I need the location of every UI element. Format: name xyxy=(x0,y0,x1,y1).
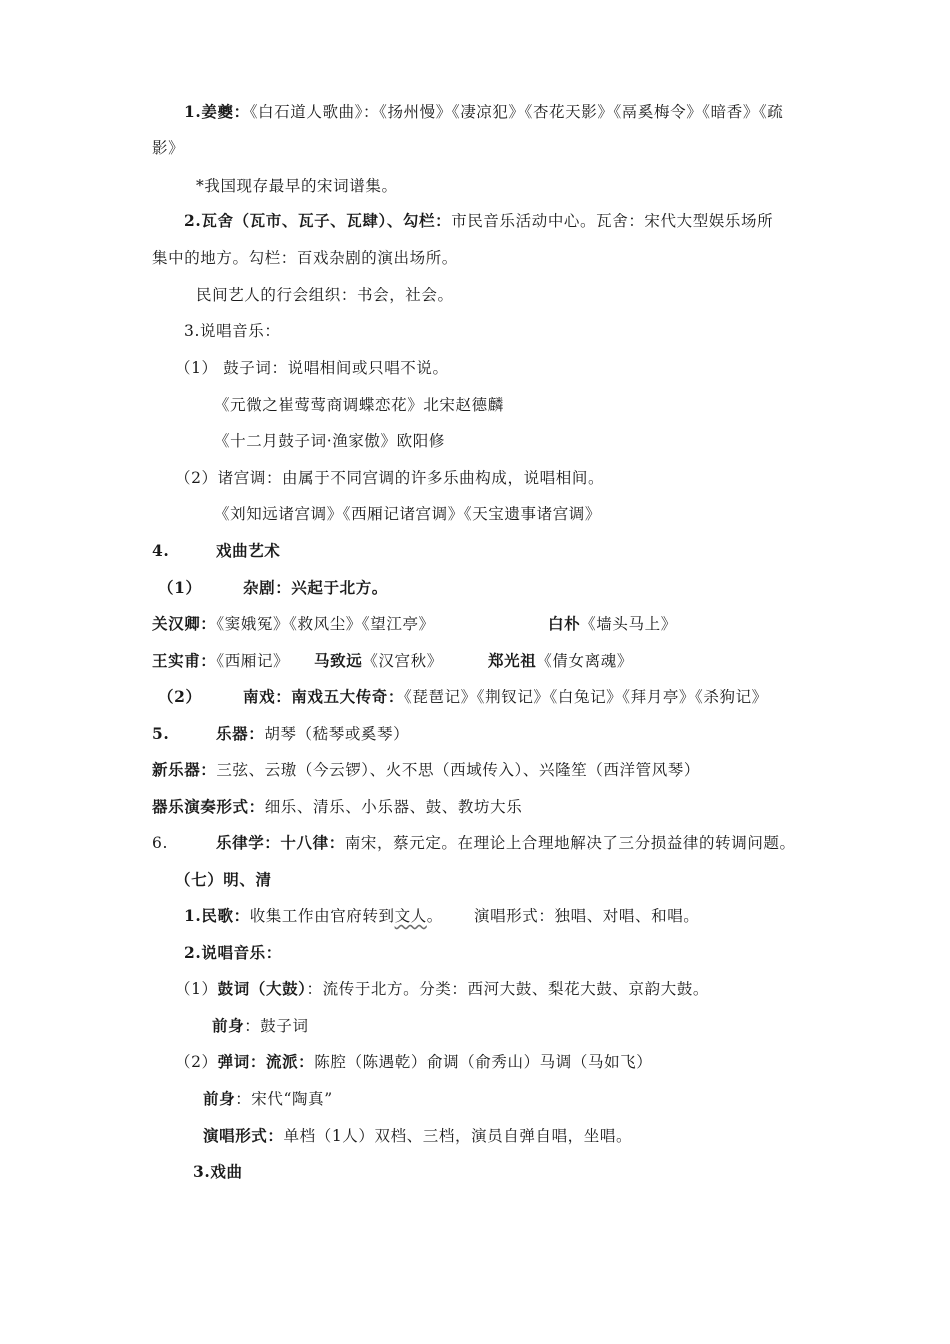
tanci-form-text: 单档（1人）双档、三档，演员自弹自唱，坐唱。 xyxy=(283,1127,633,1145)
tanci-predecessor-text: ：宋代“陶真” xyxy=(235,1090,333,1108)
zheng-works: 《倩女离魂》 xyxy=(536,652,633,670)
lvxue-number: 6. xyxy=(152,834,168,852)
minge-text-wavy: 文人 xyxy=(394,907,427,925)
performance-forms-line xyxy=(152,796,522,818)
nanxi-number: （2） xyxy=(158,687,202,706)
zheng-line xyxy=(488,650,633,672)
guan-line xyxy=(152,613,435,635)
bai-label: 白朴 xyxy=(548,614,581,633)
tanci-form-label: 演唱形式： xyxy=(203,1126,284,1145)
jiang-kui-works-cont: 影》 xyxy=(152,139,185,157)
guci-number: （1） xyxy=(175,980,218,998)
tanci-line xyxy=(175,1051,652,1073)
wang-label: 王实甫： xyxy=(152,651,217,670)
guci-predecessor-text: ：鼓子词 xyxy=(244,1017,309,1035)
washe-line xyxy=(184,210,773,232)
new-instruments-line xyxy=(152,759,700,781)
shuochang-heading: 3.说唱音乐： xyxy=(184,322,281,340)
tanci-text: 陈腔（陈遇乾）俞调（俞秀山）马调（马如飞） xyxy=(314,1053,653,1071)
jiang-kui-note: *我国现存最早的宋词谱集。 xyxy=(196,177,398,195)
washe-text-cont: 集中的地方。勾栏：百戏杂剧的演出场所。 xyxy=(152,249,458,267)
wang-works: 《西厢记》 xyxy=(216,652,290,670)
ming-qing-heading: （七）明、清 xyxy=(175,870,272,889)
guci-predecessor-line xyxy=(212,1015,309,1037)
jiang-kui-label: 1.姜夔： xyxy=(184,102,250,121)
jiang-kui-works: 《白石道人歌曲》：《扬州慢》《凄凉犯》《杏花天影》《鬲奚梅令》《暗香》《疏 xyxy=(249,103,784,121)
zaju-label: 杂剧：兴起于北方。 xyxy=(243,578,388,597)
guci-line xyxy=(175,978,709,1000)
guan-label: 关汉卿： xyxy=(152,614,217,633)
guci-text: ：流传于北方。分类：西河大鼓、梨花大鼓、京韵大鼓。 xyxy=(306,980,710,998)
performance-forms-text: 细乐、清乐、小乐器、鼓、教坊大乐 xyxy=(264,798,523,816)
ma-works: 《汉宫秋》 xyxy=(362,652,443,670)
nanxi-works: 《琵琶记》《荆钗记》《白兔记》《拜月亭》《杀狗记》 xyxy=(404,688,768,706)
minge-form: 演唱形式：独唱、对唱、和唱。 xyxy=(474,907,700,925)
tanci-predecessor-line xyxy=(203,1088,333,1110)
yueqi-line xyxy=(216,723,409,745)
bai-line xyxy=(548,613,677,635)
new-instruments-text: 三弦、云璈（今云锣）、火不思（西域传入）、兴隆笙（西洋管风琴） xyxy=(216,761,701,779)
tanci-form-line xyxy=(203,1125,632,1147)
minge-label: 1.民歌： xyxy=(184,906,250,925)
ma-line xyxy=(314,650,443,672)
zhugongdiao-line: （2）诸宫调：由属于不同宫调的许多乐曲构成，说唱相间。 xyxy=(175,469,605,487)
ming-shuochang-heading: 2.说唱音乐： xyxy=(184,943,282,962)
minge-line xyxy=(184,905,443,927)
guzici-line: （1） 鼓子词：说唱相间或只唱不说。 xyxy=(175,359,449,377)
lvxue-label: 乐律学：十八律： xyxy=(216,833,345,852)
nanxi-label: 南戏：南戏五大传奇： xyxy=(243,687,405,706)
tanci-label: 弹词：流派： xyxy=(217,1052,315,1071)
ming-xiqu-heading: 3.戏曲 xyxy=(193,1162,243,1181)
ma-label: 马致远 xyxy=(314,651,363,670)
guzici-work-2: 《十二月鼓子词·渔家傲》欧阳修 xyxy=(214,432,445,450)
zheng-label: 郑光祖 xyxy=(488,651,537,670)
nanxi-line xyxy=(243,686,768,708)
guzici-work-1: 《元微之崔莺莺商调蝶恋花》北宋赵德麟 xyxy=(214,396,504,414)
wang-line xyxy=(152,650,289,672)
new-instruments-label: 新乐器： xyxy=(152,760,217,779)
minge-text-b: 。 xyxy=(426,907,443,925)
washe-label: 2.瓦舍（瓦市、瓦子、瓦肆）、勾栏： xyxy=(184,211,452,230)
xiqu-heading: 戏曲艺术 xyxy=(216,541,281,560)
minge-text-a: 收集工作由官府转到 xyxy=(249,907,395,925)
performance-forms-label: 器乐演奏形式： xyxy=(152,797,265,816)
washe-text: 市民音乐活动中心。瓦舍：宋代大型娱乐场所 xyxy=(451,212,774,230)
bai-works: 《墙头马上》 xyxy=(580,615,677,633)
guild-text: 民间艺人的行会组织：书会，社会。 xyxy=(196,286,454,304)
jiang-kui-line xyxy=(184,101,783,123)
yueqi-label: 乐器： xyxy=(216,724,265,743)
yueqi-number: 5. xyxy=(152,724,170,743)
tanci-number: （2） xyxy=(175,1053,218,1071)
xiqu-number: 4. xyxy=(152,541,170,560)
yueqi-text: 胡琴（嵇琴或奚琴） xyxy=(264,725,410,743)
guci-predecessor-label: 前身 xyxy=(212,1016,245,1035)
tanci-predecessor-label: 前身 xyxy=(203,1089,236,1108)
guan-works: 《窦娥冤》《救风尘》《望江亭》 xyxy=(216,615,435,633)
zhugongdiao-works: 《刘知远诸宫调》《西厢记诸宫调》《天宝遗事诸宫调》 xyxy=(214,505,602,523)
zaju-number: （1） xyxy=(158,578,202,597)
lvxue-text: 南宋，蔡元定。在理论上合理地解决了三分损益律的转调问题。 xyxy=(344,834,796,852)
lvxue-line xyxy=(216,832,796,854)
guci-label: 鼓词（大鼓） xyxy=(217,979,307,998)
